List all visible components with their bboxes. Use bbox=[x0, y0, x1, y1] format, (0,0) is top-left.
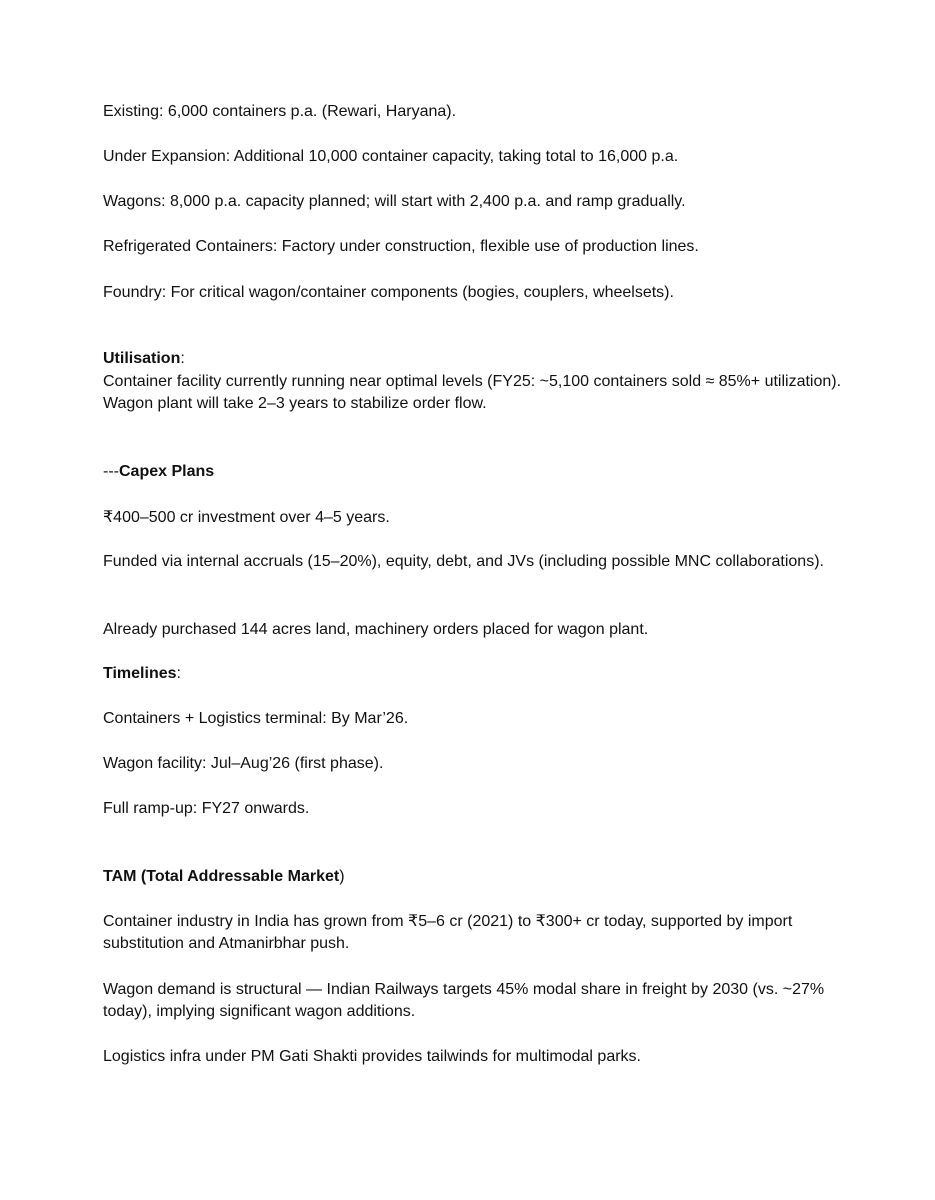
timelines-containers: Containers + Logistics terminal: By Mar’26. bbox=[103, 710, 409, 727]
tam-logistics: Logistics infra under PM Gati Shakti provides tailwinds for multimodal parks. bbox=[103, 1048, 641, 1065]
capex-funding: Funded via internal accruals (15–20%), equity, debt, and JVs (including possible MNC collaborations). bbox=[103, 553, 824, 570]
capacity-existing: Existing: 6,000 containers p.a. (Rewari, Haryana). bbox=[103, 103, 457, 120]
timelines-wagon: Wagon facility: Jul–Aug’26 (first phase). bbox=[103, 755, 384, 772]
utilisation-heading-colon: : bbox=[180, 350, 185, 367]
tam-heading bbox=[103, 866, 843, 888]
tam-heading-paren: ) bbox=[339, 868, 345, 885]
tam-container-industry: Container industry in India has grown from ₹5–6 cr (2021) to ₹300+ cr today, supported by import substitution and Atmanirbhar push. bbox=[103, 913, 793, 952]
capex-investment: ₹400–500 cr investment over 4–5 years. bbox=[103, 509, 390, 526]
capex-heading-text: Capex Plans bbox=[118, 463, 215, 480]
capacity-under-expansion: Under Expansion: Additional 10,000 container capacity, taking total to 16,000 p.a. bbox=[103, 148, 679, 165]
utilisation-heading bbox=[103, 348, 843, 370]
timelines-heading-text: Timelines bbox=[103, 665, 177, 682]
tam-wagon-demand: Wagon demand is structural — Indian Railways targets 45% modal share in freight by 2030 (vs. ~27% today), implying significant wagon additions. bbox=[103, 981, 825, 1020]
capex-land: Already purchased 144 acres land, machinery orders placed for wagon plant. bbox=[103, 621, 649, 638]
timelines-heading-colon: : bbox=[176, 665, 181, 682]
capex-heading-prefix: --- bbox=[103, 463, 119, 480]
capex-heading bbox=[103, 461, 843, 483]
utilisation-body: Container facility currently running near optimal levels (FY25: ~5,100 containers sold ≈ 85%+ utilization). Wagon plant will take 2–3 years to stabilize order flow. bbox=[103, 373, 842, 412]
capacity-foundry: Foundry: For critical wagon/container components (bogies, couplers, wheelsets). bbox=[103, 284, 674, 301]
utilisation-heading-text: Utilisation bbox=[103, 350, 181, 367]
capacity-wagons: Wagons: 8,000 p.a. capacity planned; will start with 2,400 p.a. and ramp gradually. bbox=[103, 193, 686, 210]
timelines-heading bbox=[103, 663, 843, 685]
timelines-ramp: Full ramp-up: FY27 onwards. bbox=[103, 800, 310, 817]
tam-heading-text: TAM (Total Addressable Market bbox=[103, 868, 340, 885]
capacity-refrigerated: Refrigerated Containers: Factory under construction, flexible use of production lines. bbox=[103, 238, 699, 255]
